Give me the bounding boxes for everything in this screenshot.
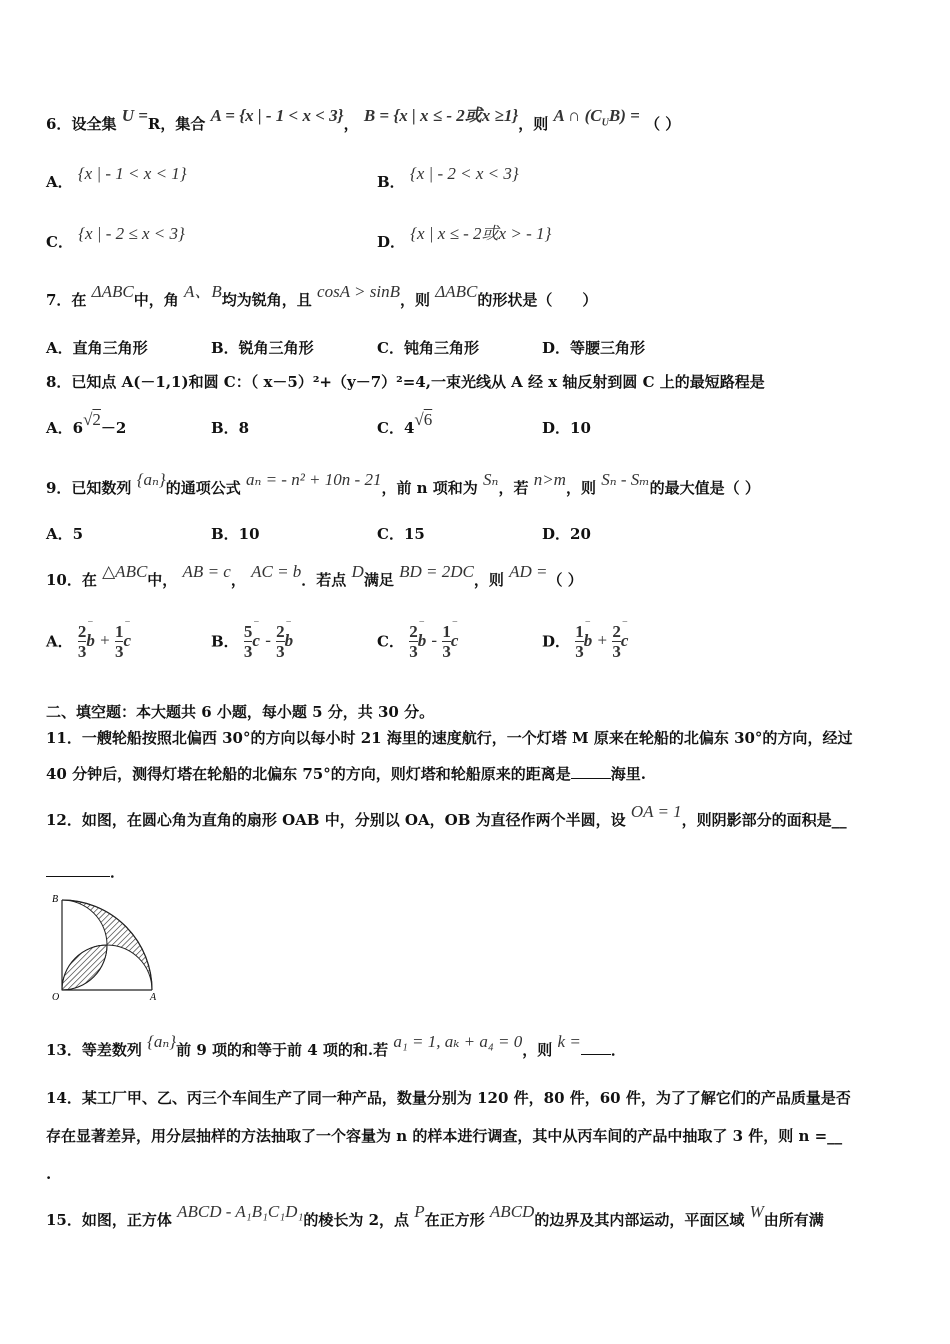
q12-line-1: 12．如图，在圆心角为直角的扇形 OAB 中，分别以 OA，OB 为直径作两个半圆，设 OA = 1，则阴影部分的面积是__ — [46, 802, 847, 829]
q10-option-d[interactable]: D． $\frac{1}{3}$ ‾ b + $\frac{2}{3}$ ‾ c — [542, 622, 628, 661]
q9-option-b[interactable]: B．10 — [211, 525, 260, 543]
q6-option-d[interactable]: D． {x | x ≤ - 2或x > - 1} — [377, 224, 552, 251]
q8-stem: 8．已知点 A(－1,1)和圆 C：（ x－5）²+（y－7）²=4,一束光线从 A 经 x 轴反射到圆 C 上的最短路程是 — [46, 373, 765, 391]
q12-sector-figure — [48, 890, 164, 1006]
q15-stem: 15．如图，正方体 ABCD - A₁B₁C₁D₁的棱长为 2，点 P在正方形 ABCD的边界及其内部运动，平面区域 W由所有满 — [46, 1202, 824, 1229]
q8-option-a[interactable]: A．6√2－2 — [46, 410, 127, 437]
q10-option-b[interactable]: B． $\frac{5}{3}$ ‾ c - $\frac{2}{3}$ ‾ b — [211, 622, 293, 661]
q8-option-d[interactable]: D．10 — [542, 419, 591, 437]
q11-answer-blank[interactable] — [571, 764, 611, 779]
q8-option-c[interactable]: C．4√6 — [377, 410, 433, 437]
q9-stem: 9．已知数列 {aₙ}的通项公式 aₙ = - n² + 10n - 21，前 n 项和为 Sₙ，若 n>m，则 Sₙ - Sₘ的最大值是（ ） — [46, 470, 760, 497]
shaded-region-inner — [62, 945, 107, 990]
q13-answer-blank[interactable] — [581, 1040, 611, 1055]
label-b: B — [52, 894, 59, 905]
q10-option-a[interactable]: A． $\frac{2}{3}$ ‾ b + $\frac{1}{3}$ ‾ c — [46, 622, 131, 661]
q14-line-1: 14．某工厂甲、乙、丙三个车间生产了同一种产品，数量分别为 120 件，80 件，60 件，为了了解它们的产品质量是否 — [46, 1089, 851, 1107]
q7-option-b[interactable]: B．锐角三角形 — [211, 339, 314, 357]
q7-option-d[interactable]: D．等腰三角形 — [542, 339, 646, 357]
q12-line-2: ． — [46, 862, 125, 882]
q9-option-d[interactable]: D．20 — [542, 525, 591, 543]
q13-stem: 13．等差数列 {aₙ}前 9 项的和等于前 4 项的和.若 a₁ = 1, aₖ + a₄ = 0，则 k = ． — [46, 1032, 626, 1059]
q6-option-a[interactable]: A． {x | - 1 < x < 1} — [46, 164, 187, 191]
q6-option-c[interactable]: C． {x | - 2 ≤ x < 3} — [46, 224, 185, 251]
label-o: O — [52, 992, 60, 1003]
q10-option-c[interactable]: C． $\frac{2}{3}$ ‾ b - $\frac{1}{3}$ ‾ c — [377, 622, 458, 661]
q6-stem: 6．设全集 U =R，集合 A = {x | - 1 < x < 3}， B = {x | x ≤ - 2或x ≥1}，则 A ∩ $(C_UB)$ = （ ） — [46, 106, 681, 133]
q14-line-2: 存在显著差异，用分层抽样的方法抽取了一个容量为 n 的样本进行调查，其中从丙车间的产品中抽取了 3 件，则 n =__ — [46, 1127, 843, 1145]
q11-line-1: 11．一艘轮船按照北偏西 30°的方向以每小时 21 海里的速度航行，一个灯塔 M 原来在轮船的北偏东 30°的方向，经过 — [46, 729, 853, 747]
q8-option-b[interactable]: B．8 — [211, 419, 250, 437]
q9-option-a[interactable]: A．5 — [46, 525, 84, 543]
label-a: A — [150, 992, 157, 1003]
q7-stem: 7．在 ΔABC中，角 A、B均为锐角，且 cosA > sinB，则 ΔABC的形状是（ ） — [46, 282, 598, 309]
section-2-heading: 二、填空题：本大题共 6 小题，每小题 5 分，共 30 分。 — [46, 703, 435, 721]
q10-stem: 10．在 △ABC中， AB = c， AC = b．若点 D满足 BD = 2DC，则 AD =（ ） — [46, 562, 583, 589]
q14-line-3: . — [46, 1165, 52, 1183]
q6-option-b[interactable]: B． {x | - 2 < x < 3} — [377, 164, 519, 191]
q7-option-c[interactable]: C．钝角三角形 — [377, 339, 479, 357]
q9-option-c[interactable]: C．15 — [377, 525, 425, 543]
q7-option-a[interactable]: A．直角三角形 — [46, 339, 148, 357]
q12-answer-blank[interactable] — [46, 862, 110, 877]
q11-line-2: 40 分钟后，测得灯塔在轮船的北偏东 75°的方向，则灯塔和轮船原来的距离是 海里. — [46, 765, 646, 783]
